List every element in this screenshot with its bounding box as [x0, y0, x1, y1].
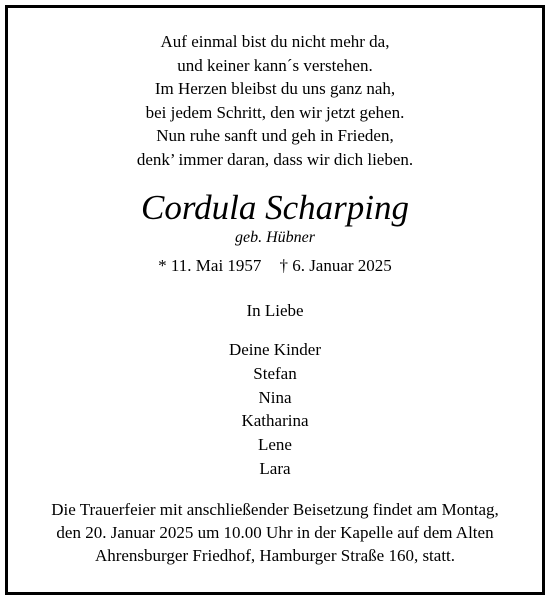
- child-name: Stefan: [253, 363, 297, 383]
- child-name: Katharina: [241, 411, 309, 431]
- family-heading: Deine Kinder: [228, 340, 322, 359]
- family-signature-block: [0, 338, 550, 481]
- maiden-name: geb. Hübner: [235, 229, 315, 246]
- poem-line: Nun ruhe sanft und geh in Frieden,: [156, 126, 394, 146]
- poem-line: Auf einmal bist du nicht mehr da,: [160, 32, 390, 51]
- notice-line: Die Trauerfeier mit anschließender Beisetzung findet am Montag,: [51, 500, 499, 519]
- deceased-name: Cordula Scharping: [140, 188, 410, 227]
- in-love-line: In Liebe: [246, 301, 304, 320]
- notice-line: den 20. Januar 2025 um 10.00 Uhr in der Kapelle auf dem Alten: [56, 523, 494, 542]
- poem-line: und keiner kann´s verstehen.: [177, 55, 373, 75]
- child-name: Lara: [259, 458, 291, 478]
- child-name: Lene: [258, 435, 292, 455]
- birth-date: * 11. Mai 1957: [158, 256, 262, 275]
- funeral-notice: [0, 498, 550, 567]
- notice-line: Ahrensburger Friedhof, Hamburger Straße 160, statt.: [94, 546, 456, 565]
- death-date: † 6. Januar 2025: [279, 256, 392, 275]
- child-name: Nina: [258, 387, 292, 407]
- poem-line: Im Herzen bleibst du uns ganz nah,: [154, 79, 396, 99]
- poem-line: denk’ immer daran, dass wir dich lieben.: [136, 149, 414, 169]
- poem-block: [0, 30, 550, 172]
- life-dates: [0, 255, 550, 277]
- poem-line: bei jedem Schritt, den wir jetzt gehen.: [145, 102, 405, 122]
